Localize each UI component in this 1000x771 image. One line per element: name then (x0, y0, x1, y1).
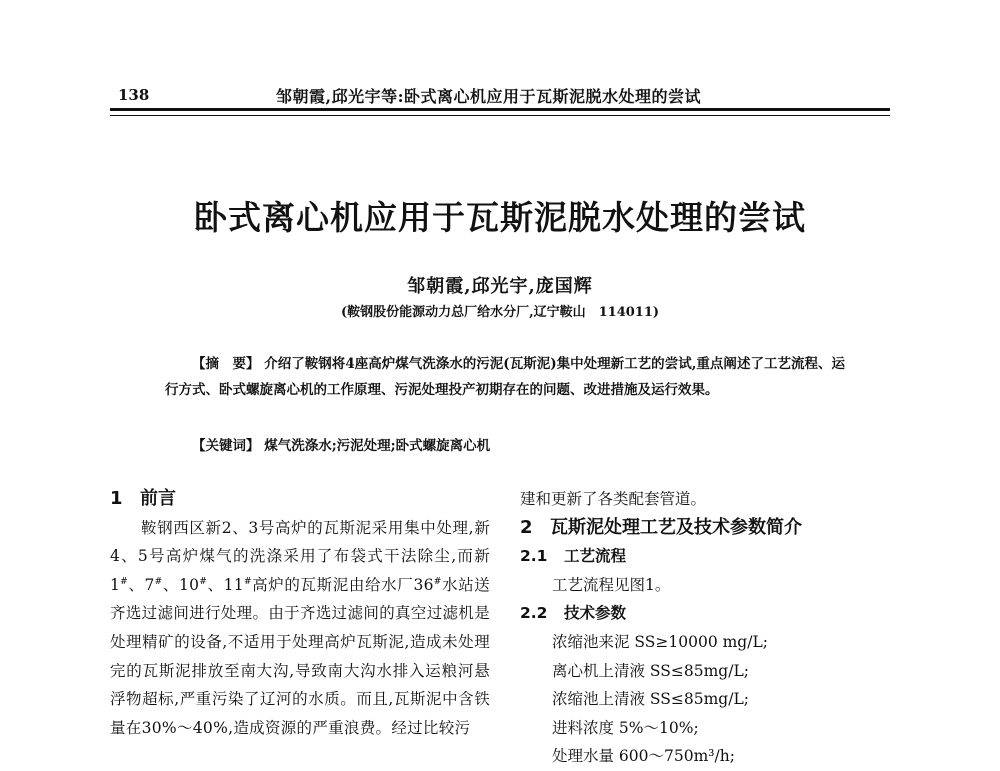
section-2-1-text: 工艺流程见图1。 (552, 575, 671, 594)
running-title: 邹朝霞,邱光宇等:卧式离心机应用于瓦斯泥脱水处理的尝试 (276, 87, 701, 106)
section-2-1-heading (520, 542, 900, 571)
param-line: 浓缩池来泥 SS≥10000 mg/L; (552, 632, 768, 651)
section-2-2-heading (520, 599, 900, 628)
page-number: 138 (118, 86, 150, 104)
section-1-text-b: 高炉的瓦斯泥由给水厂36 (251, 575, 434, 594)
section-2-2-title: 技术参数 (564, 604, 627, 623)
abstract-text: 介绍了鞍钢将4座高炉煤气洗涤水的污泥(瓦斯泥)集中处理新工艺的尝试,重点阐述了工艺流程、运行方式、卧式螺旋离心机的工作原理、污泥处理投产初期存在的问题、改进措施及运行效果。 (165, 356, 846, 398)
left-column (110, 485, 490, 742)
param-line: 离心机上清液 SS≤85mg/L; (552, 661, 749, 680)
section-1-heading (110, 485, 490, 514)
param-line: 浓缩池上清液 SS≤85mg/L; (552, 690, 749, 709)
section-2-heading (520, 514, 900, 543)
keywords-text: 煤气洗涤水;污泥处理;卧式螺旋离心机 (264, 438, 491, 454)
section-1-number: 1 (110, 488, 123, 509)
section-1-paragraph: 鞍钢西区新2、3号高炉的瓦斯泥采用集中处理,新4、5号高炉煤气的洗涤采用了布袋式干法除尘,而新1#、7#、10#、11#高炉的瓦斯泥由给水厂36#水站送齐选过滤间进行处理。由于齐选过滤间的真空过滤机是处理精矿的设备,不适用于处理高炉瓦斯泥,造成未处理完的瓦斯泥排放至南大沟,导致南大沟水排入运粮河悬浮物超标,严重污染了辽河的水质。而且,瓦斯泥中含铁量在30%～40%,造成资源的严重浪费。经过比较污 (110, 518, 491, 737)
article-affiliation: (鞍钢股份能源动力总厂给水分厂,辽宁鞍山 114011) (340, 305, 660, 320)
continuation-text: 建和更新了各类配套管道。 (520, 490, 707, 508)
section-1-text-a: 鞍钢西区新2、3号高炉的瓦斯泥采用集中处理,新4、5号高炉煤气的洗涤采用了布袋式干法除尘,而新1 (110, 518, 490, 594)
section-2-2-number: 2.2 (520, 604, 548, 623)
abstract-label: 【摘 要】 (192, 356, 260, 372)
article-title: 卧式离心机应用于瓦斯泥脱水处理的尝试 (194, 198, 806, 237)
param-line: 处理水量 600～750m³/h; (552, 747, 735, 766)
header-rule-thick (110, 108, 890, 111)
right-column (520, 485, 900, 771)
section-2-number: 2 (520, 516, 533, 538)
section-2-1-number: 2.1 (520, 547, 548, 566)
section-2-1-title: 工艺流程 (564, 547, 627, 566)
param-line: 进料浓度 5%～10%; (552, 718, 699, 737)
section-1-title: 前言 (140, 488, 176, 509)
header-rule-thin (110, 115, 890, 116)
article-authors: 邹朝霞,邱光宇,庞国辉 (407, 276, 593, 297)
keywords-label: 【关键词】 (192, 438, 260, 454)
keywords (165, 434, 845, 454)
section-2-title: 瓦斯泥处理工艺及技术参数简介 (550, 516, 802, 538)
abstract (165, 351, 845, 403)
section-1-text-c: 水站送齐选过滤间进行处理。由于齐选过滤间的真空过滤机是处理精矿的设备,不适用于处理高炉瓦斯泥,造成未处理完的瓦斯泥排放至南大沟,导致南大沟水排入运粮河悬浮物超标,严重污染了辽河的水质。而且,瓦斯泥中含铁量在30%～40%,造成资源的严重浪费。经过比较污 (110, 575, 491, 737)
